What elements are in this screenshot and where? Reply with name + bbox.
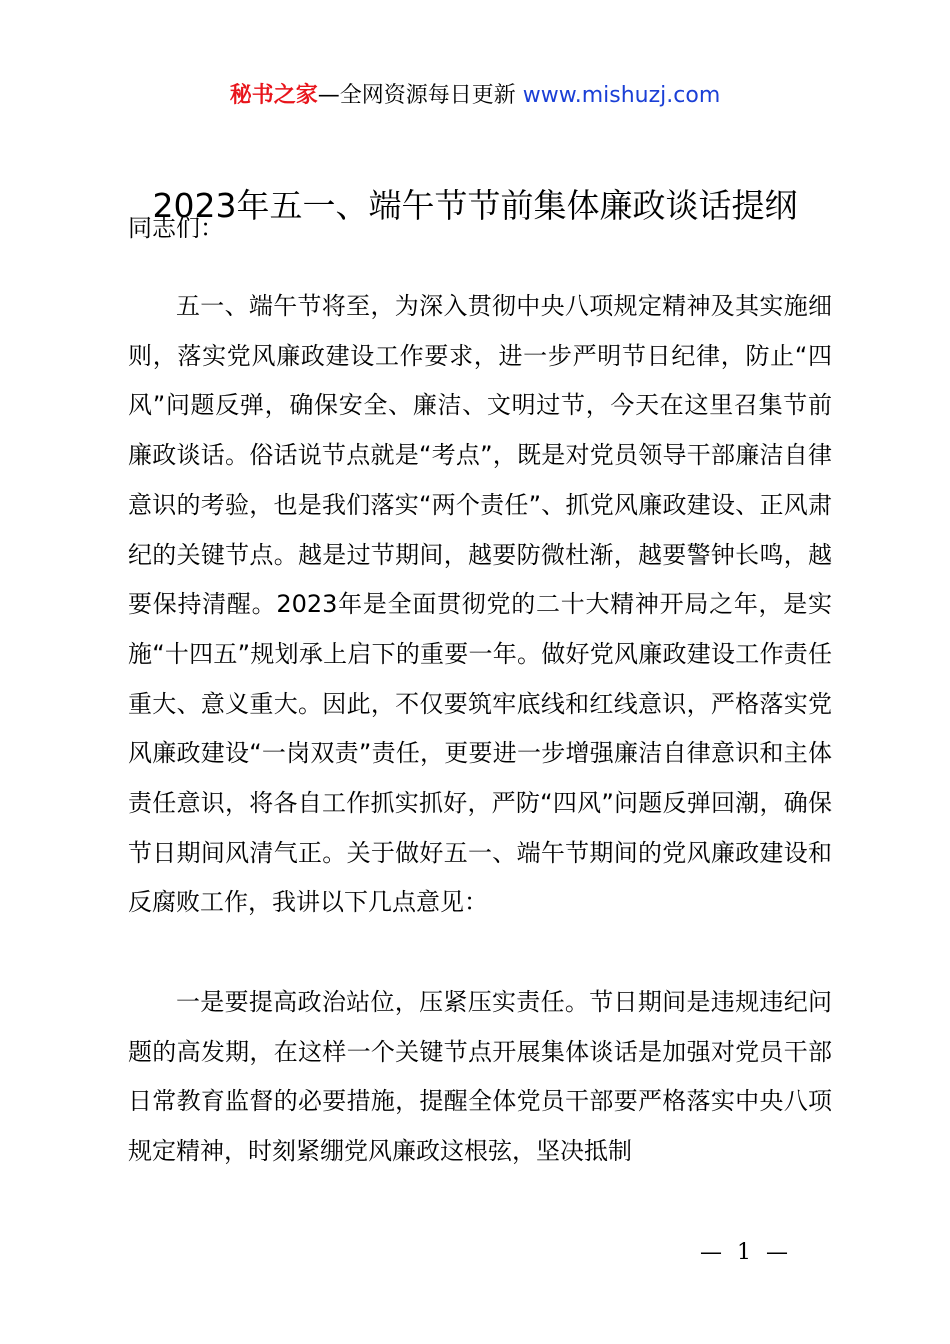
site-url-link[interactable]: www.mishuzj.com	[522, 83, 721, 108]
site-brand: 秘书之家	[229, 83, 318, 108]
site-tagline: —全网资源每日更新	[317, 83, 516, 108]
page-number: — 1 —	[700, 1240, 792, 1265]
site-header	[0, 80, 950, 112]
paragraph-2: 一是要提高政治站位，压紧压实责任。节日期间是违规违纪问题的高发期，在这样一个关键节点开展集体谈话是加强对党员干部日常教育监督的必要措施，提醒全体党员干部要严格落实中央八项规定精神，时刻紧绷党风廉政这根弦，坚决抵制	[128, 988, 832, 1166]
document-title: 2023年五一、端午节节前集体廉政谈话提纲	[152, 186, 798, 225]
salutation: 同志们：	[128, 214, 224, 242]
paragraph-1: 五一、端午节将至，为深入贯彻中央八项规定精神及其实施细则，落实党风廉政建设工作要求，进一步严明节日纪律，防止“四风”问题反弹，确保安全、廉洁、文明过节，今天在这里召集节前廉政谈话。俗话说节点就是“考点”，既是对党员领导干部廉洁自律意识的考验，也是我们落实“两个责任”、抓党风廉政建设、正风肃纪的关键节点。越是过节期间，越要防微杜渐，越要警钟长鸣，越要保持清醒。2023年是全面贯彻党的二十大精神开局之年，是实施“十四五”规划承上启下的重要一年。做好党风廉政建设工作责任重大、意义重大。因此，不仅要筑牢底线和红线意识，严格落实党风廉政建设“一岗双责”责任，更要进一步增强廉洁自律意识和主体责任意识，将各自工作抓实抓好，严防“四风”问题反弹回潮，确保节日期间风清气正。关于做好五一、端午节期间的党风廉政建设和反腐败工作，我讲以下几点意见：	[128, 292, 832, 917]
